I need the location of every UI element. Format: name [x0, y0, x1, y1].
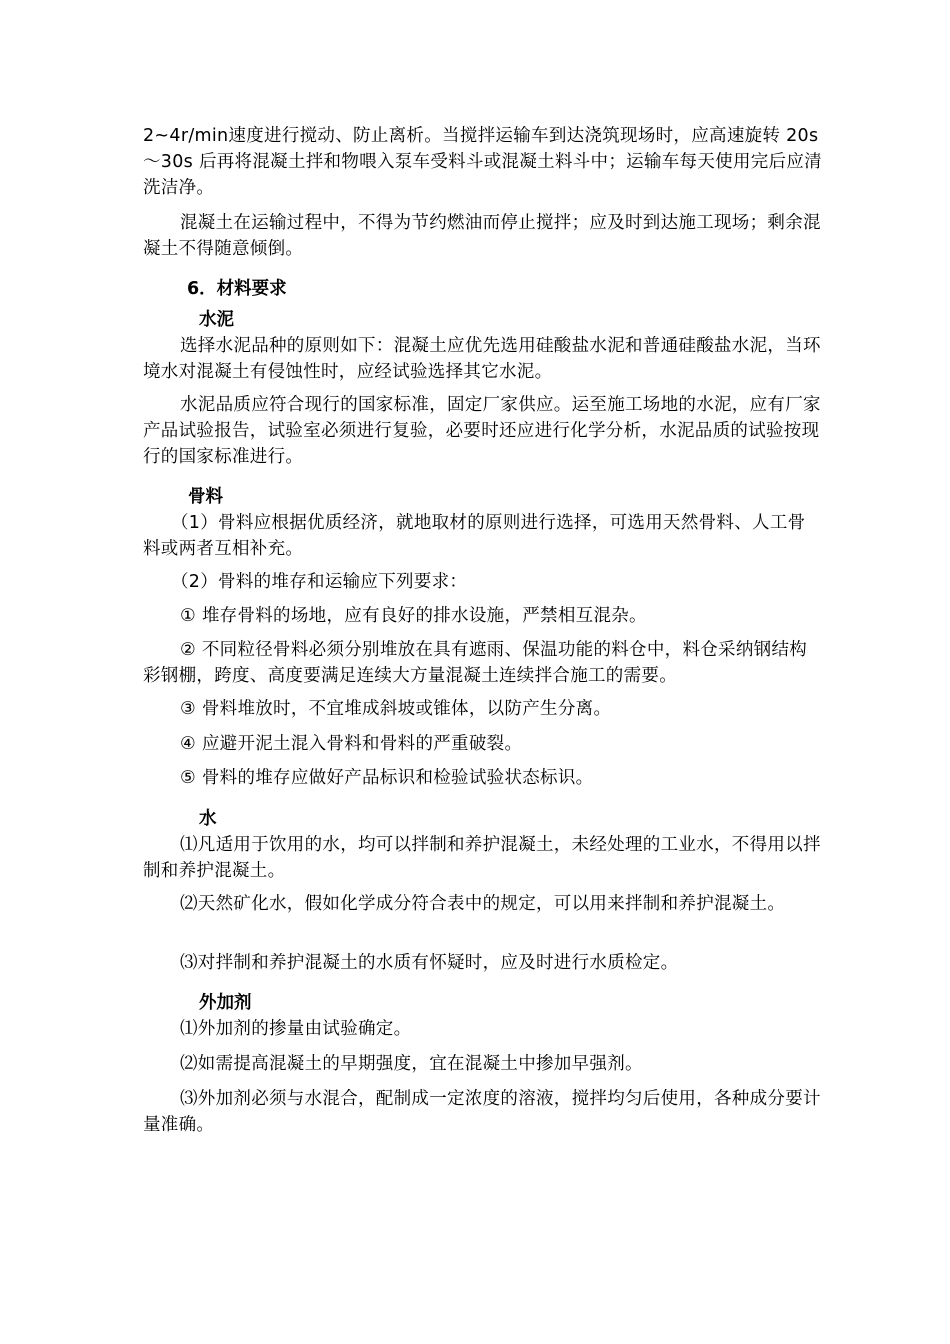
water-paragraph-2: ⑵天然矿化水，假如化学成分符合表中的规定，可以用来拌制和养护混凝土。 — [180, 894, 786, 914]
water-heading: 水 — [199, 809, 217, 829]
aggregate-paragraph-2: （2）骨料的堆存和运输应下列要求： — [171, 572, 468, 592]
cement-heading: 水泥 — [199, 310, 234, 330]
water-paragraph-3: ⑶对拌制和养护混凝土的水质有怀疑时，应及时进行水质检定。 — [180, 953, 679, 973]
section-title: 6．材料要求 — [187, 279, 287, 299]
aggregate-paragraph-1: （1）骨料应根据优质经济，就地取材的原则进行选择，可选用天然骨料、人工骨料或两者互相补充。 — [143, 513, 806, 559]
admixture-heading: 外加剂 — [199, 993, 252, 1013]
admixture-paragraph-2: ⑵如需提高混凝土的早期强度，宜在混凝土中掺加早强剂。 — [180, 1054, 643, 1074]
transport-paragraph-2: 混凝土在运输过程中，不得为节约燃油而停止搅拌；应及时到达施工现场；剩余混凝土不得随意倾倒。 — [143, 213, 821, 259]
aggregate-item-1: ① 堆存骨料的场地，应有良好的排水设施，严禁相互混杂。 — [180, 606, 647, 626]
aggregate-heading: 骨料 — [188, 487, 223, 507]
cement-paragraph-1: 选择水泥品种的原则如下：混凝土应优先选用硅酸盐水泥和普通硅酸盐水泥，当环境水对混凝土有侵蚀性时，应经试验选择其它水泥。 — [143, 336, 821, 382]
aggregate-item-5: ⑤ 骨料的堆存应做好产品标识和检验试验状态标识。 — [180, 768, 594, 788]
aggregate-item-2: ② 不同粒径骨料必须分别堆放在具有遮雨、保温功能的料仓中，料仓采纳钢结构彩钢棚，跨度、高度要满足连续大方量混凝土连续拌合施工的需要。 — [143, 640, 808, 686]
transport-paragraph-1: 2~4r/min速度进行搅动、防止离析。当搅拌运输车到达浇筑现场时，应高速旋转 20s～30s 后再将混凝土拌和物喂入泵车受料斗或混凝土料斗中；运输车每天使用完后应清洗洁净。 — [143, 126, 822, 198]
aggregate-item-3: ③ 骨料堆放时，不宜堆成斜坡或锥体，以防产生分离。 — [180, 699, 612, 719]
cement-paragraph-2: 水泥品质应符合现行的国家标准，固定厂家供应。运至施工场地的水泥，应有厂家产品试验报告，试验室必须进行复验，必要时还应进行化学分析，水泥品质的试验按现行的国家标准进行。 — [143, 395, 821, 467]
aggregate-item-4: ④ 应避开泥土混入骨料和骨料的严重破裂。 — [180, 734, 523, 754]
water-paragraph-1: ⑴凡适用于饮用的水，均可以拌制和养护混凝土，未经处理的工业水，不得用以拌制和养护混凝土。 — [143, 835, 821, 881]
admixture-paragraph-1: ⑴外加剂的掺量由试验确定。 — [180, 1019, 412, 1039]
admixture-paragraph-3: ⑶外加剂必须与水混合，配制成一定浓度的溶液，搅拌均匀后使用，各种成分要计量准确。 — [143, 1089, 821, 1135]
